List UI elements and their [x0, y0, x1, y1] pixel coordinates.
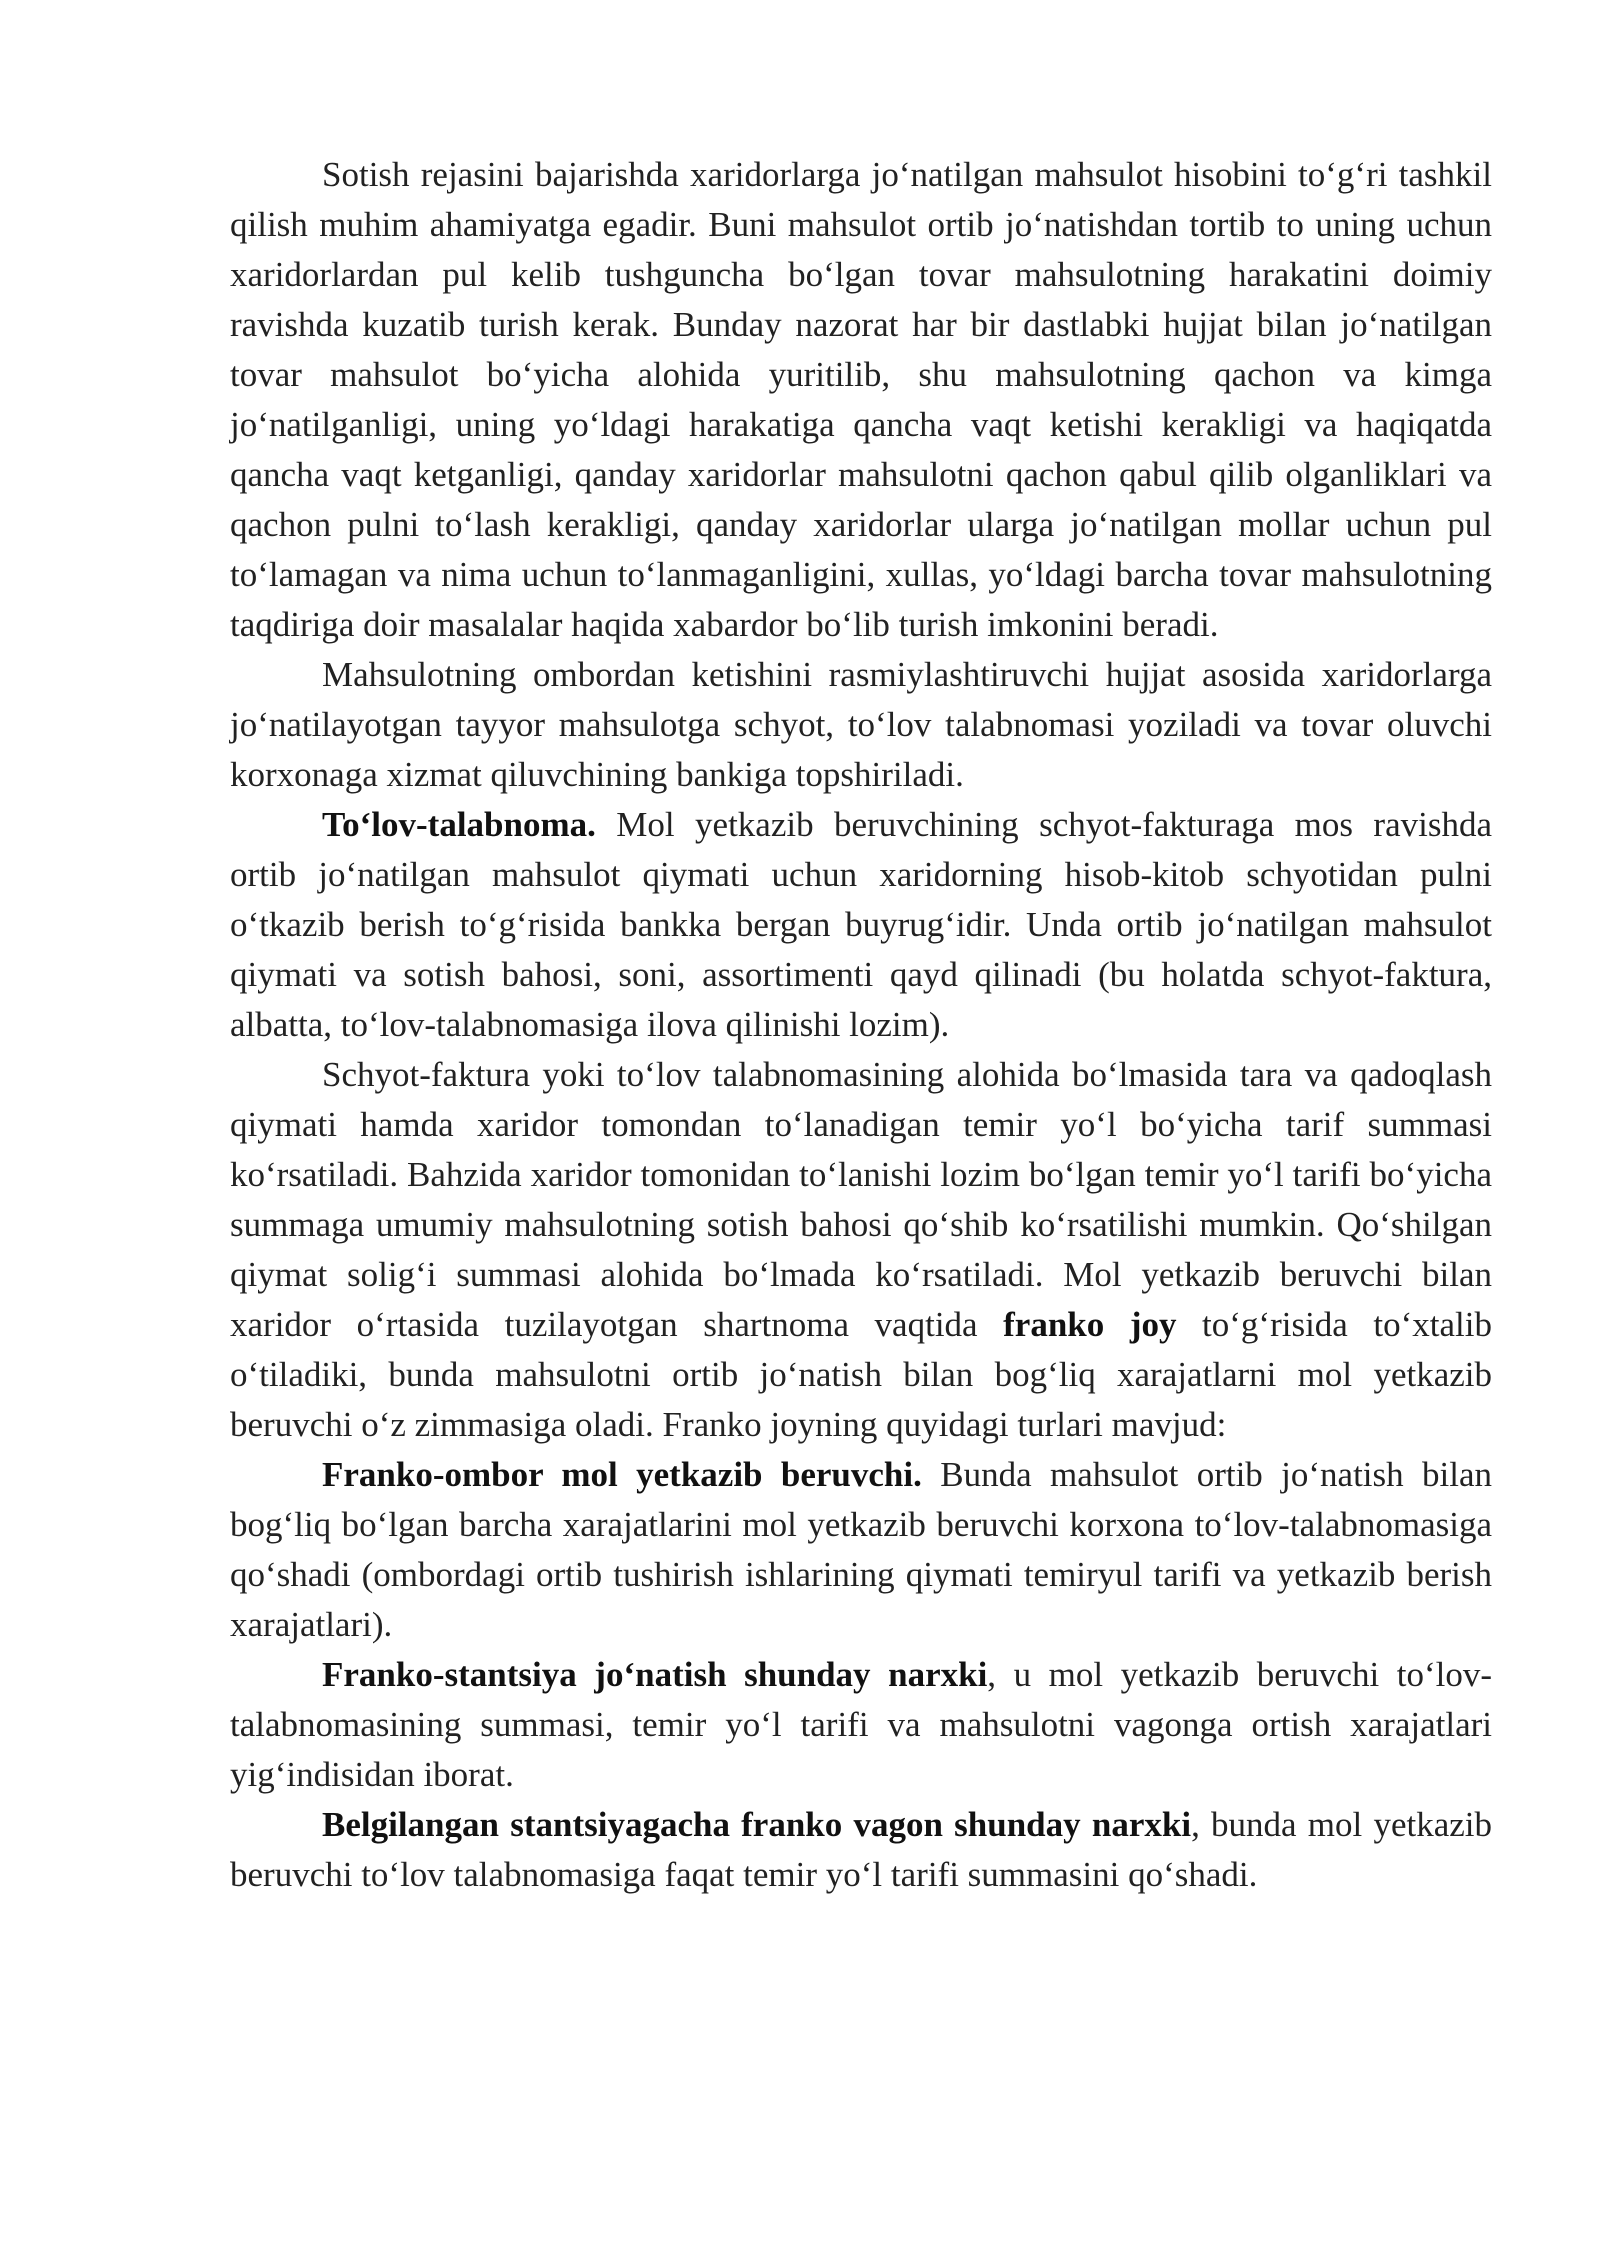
- text-span: , bunda mol yetkazib beruvchi to‘lov talabnomasiga faqat temir yo‘l tarifi summasini qo‘shadi.: [230, 1805, 1492, 1894]
- text-span: Sotish rejasini bajarishda xaridorlarga jo‘natilgan mahsulot hisobini to‘g‘ri tashkil qilish muhim ahamiyatga egadir. Buni mahsulot ortib jo‘natishdan tortib to uning uchun xaridorlardan pul kelib tushguncha bo‘lgan tovar mahsulotning harakatini doimiy ravishda kuzatib turish kerak. Bunday nazorat har bir dastlabki hujjat bilan jo‘natilgan tovar mahsulot bo‘yicha alohida yuritilib, shu mahsulotning qachon va kimga jo‘natilganligi, uning yo‘ldagi harakatiga qancha vaqt ketishi kerakligi va haqiqatda qancha vaqt ketganligi, qanday xaridorlar mahsulotni qachon qabul qilib olganliklari va qachon pulni to‘lash kerakligi, qanday xaridorlar ularga jo‘natilgan mollar uchun pul to‘lamagan va nima uchun to‘lanmaganligini, xullas, yo‘ldagi barcha tovar mahsulotning taqdiriga doir masalalar haqida xabardor bo‘lib turish imkonini beradi.: [230, 155, 1492, 644]
- text-span: Schyot-faktura yoki to‘lov talabnomasining alohida bo‘lmasida tara va qadoqlash qiymati hamda xaridor tomondan to‘lanadigan temir yo‘l bo‘yicha tarif summasi ko‘rsatiladi. Bahzida xaridor tomonidan to‘lanishi lozim bo‘lgan temir yo‘l tarifi bo‘yicha summaga umumiy mahsulotning sotish bahosi qo‘shib ko‘rsatilishi mumkin. Qo‘shilgan qiymat solig‘i summasi alohida bo‘lmada ko‘rsatiladi. Mol yetkazib beruvchi bilan xaridor o‘rtasida tuzilayotgan shartnoma vaqtida: [230, 1055, 1492, 1344]
- paragraph-payment-request: [230, 800, 1492, 1050]
- text-span: to‘g‘risida to‘xtalib o‘tiladiki, bunda mahsulotni ortib jo‘natish bilan bog‘liq xarajatlarni mol yetkazib beruvchi o‘z zimmasiga oladi. Franko joyning quyidagi turlari mavjud:: [230, 1305, 1492, 1444]
- document-page: [230, 150, 1492, 1900]
- text-span: Mol yetkazib beruvchining schyot-fakturaga mos ravishda ortib jo‘natilgan mahsulot qiymati uchun xaridorning hisob-kitob schyotidan pulni o‘tkazib berish to‘g‘risida bankka bergan buyrug‘idir. Unda ortib jo‘natilgan mahsulot qiymati va sotish bahosi, soni, assortimenti qayd qilinadi (bu holatda schyot-faktura, albatta, to‘lov-talabnomasiga ilova qilinishi lozim).: [230, 805, 1492, 1044]
- paragraph-invoice-details: [230, 1050, 1492, 1450]
- paragraph-franko-wagon: [230, 1800, 1492, 1900]
- text-span: Mahsulotning ombordan ketishini rasmiylashtiruvchi hujjat asosida xaridorlarga jo‘natilayotgan tayyor mahsulotga schyot, to‘lov talabnomasi yoziladi va tovar oluvchi korxonaga xizmat qiluvchining bankiga topshiriladi.: [230, 655, 1492, 794]
- text-span: , u mol yetkazib beruvchi to‘lov-talabnomasining summasi, temir yo‘l tarifi va mahsulotni vagonga ortish xarajatlari yig‘indisidan iborat.: [230, 1655, 1492, 1794]
- term-franko-wagon: Belgilangan stantsiyagacha franko vagon shunday narxki: [322, 1805, 1192, 1844]
- paragraph-shipment-documents: [230, 650, 1492, 800]
- term-payment-request: To‘lov-talabnoma.: [322, 805, 596, 844]
- term-franko-joy: franko joy: [1003, 1305, 1177, 1344]
- term-franko-station: Franko-stantsiya jo‘natish shunday narxki: [322, 1655, 988, 1694]
- term-franko-warehouse: Franko-ombor mol yetkazib beruvchi.: [322, 1455, 922, 1494]
- paragraph-franko-station: [230, 1650, 1492, 1800]
- paragraph-franko-warehouse: [230, 1450, 1492, 1650]
- text-span: Bunda mahsulot ortib jo‘natish bilan bog‘liq bo‘lgan barcha xarajatlarini mol yetkazib beruvchi korxona to‘lov-talabnomasiga qo‘shadi (ombordagi ortib tushirish ishlarining qiymati temiryul tarifi va yetkazib berish xarajatlari).: [230, 1455, 1492, 1644]
- paragraph-sales-plan-accounting: [230, 150, 1492, 650]
